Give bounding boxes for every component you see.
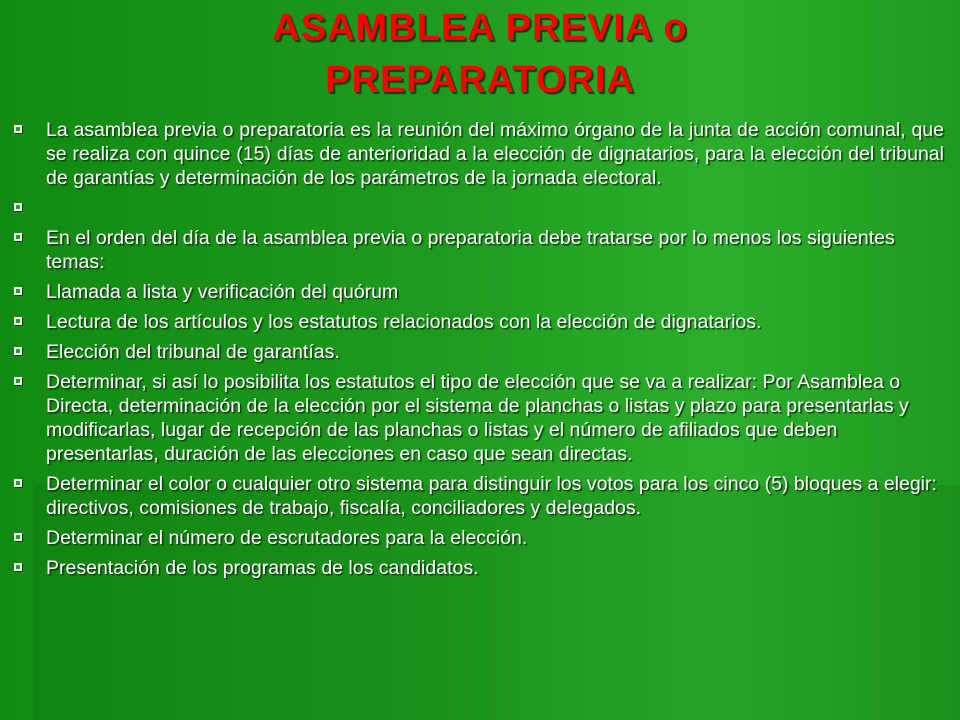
bullet-item xyxy=(14,370,944,466)
square-bullet-icon xyxy=(14,317,22,325)
bullet-text: La asamblea previa o preparatoria es la reunión del máximo órgano de la junta de acción comunal, que se realiza con quince (15) días de anterioridad a la elección de dignatarios, para la elección del tribunal de garantías y determinación de los parámetros de la jornada electoral. xyxy=(46,119,944,189)
square-bullet-icon xyxy=(14,479,22,487)
bullet-item xyxy=(14,118,944,190)
bullet-item xyxy=(14,526,944,550)
bullet-item xyxy=(14,340,944,364)
bullet-text: Determinar el color o cualquier otro sistema para distinguir los votos para los cinco (5) bloques a elegir: directivos, comisiones de trabajo, fiscalía, conciliadores y delegados. xyxy=(46,473,937,519)
bullet-item xyxy=(14,280,944,304)
bullet-text: Elección del tribunal de garantías. xyxy=(46,341,340,363)
square-bullet-icon xyxy=(14,377,22,385)
slide-title-line-2: PREPARATORIA xyxy=(325,59,635,101)
square-bullet-icon xyxy=(14,563,22,571)
square-bullet-icon xyxy=(14,533,22,541)
bullet-text: Lectura de los artículos y los estatutos relacionados con la elección de dignatarios. xyxy=(46,311,762,333)
square-bullet-icon xyxy=(14,125,22,133)
square-bullet-icon xyxy=(14,287,22,295)
bullet-text: Llamada a lista y verificación del quórum xyxy=(46,281,399,303)
bullet-item xyxy=(14,226,944,274)
bullet-item xyxy=(14,556,944,580)
square-bullet-icon xyxy=(14,203,22,211)
slide-title-line-1: ASAMBLEA PREVIA o xyxy=(272,7,688,49)
bullet-text: Presentación de los programas de los candidatos. xyxy=(46,557,479,579)
slide-title xyxy=(0,2,960,106)
bullet-item xyxy=(14,472,944,520)
bullet-item-empty xyxy=(14,196,944,220)
bullet-list xyxy=(14,118,944,586)
square-bullet-icon xyxy=(14,347,22,355)
bullet-text: Determinar el número de escrutadores para la elección. xyxy=(46,527,528,549)
bullet-text: En el orden del día de la asamblea previa o preparatoria debe tratarse por lo menos los siguientes temas: xyxy=(46,227,895,273)
square-bullet-icon xyxy=(14,233,22,241)
bullet-text: Determinar, si así lo posibilita los estatutos el tipo de elección que se va a realizar: Por Asamblea o Directa, determinación de la elección por el sistema de planchas o listas y plazo para presentarlas y modificarlas, lugar de recepción de las planchas o listas y el número de afiliados que deben presentarlas, duración de las elecciones en caso que sean directas. xyxy=(46,371,909,465)
bullet-item xyxy=(14,310,944,334)
